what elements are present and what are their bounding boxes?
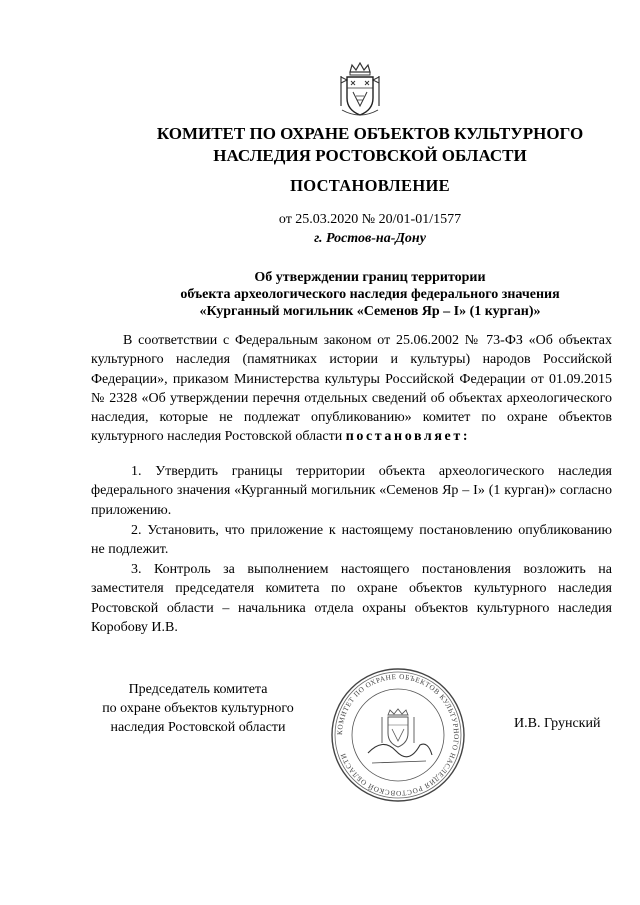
rostov-region-coat-of-arms-icon	[338, 62, 382, 120]
resolution-item-3: 3. Контроль за выполнением настоящего постановления возложить на заместителя председателя комитета по охране объектов культурного наследия Ростовской области – начальника отдела охраны объектов культурного наследия Коробову И.В.	[91, 562, 612, 635]
resolution-item-2: 2. Установить, что приложение к настоящему постановлению опубликованию не подлежит.	[91, 523, 612, 558]
organization-name-line1: КОМИТЕТ ПО ОХРАНЕ ОБЪЕКТОВ КУЛЬТУРНОГО	[156, 124, 584, 143]
seal-text: КОМИТЕТ ПО ОХРАНЕ ОБЪЕКТОВ КУЛЬТУРНОГО НАСЛЕДИЯ РОСТОВСКОЙ ОБЛАСТИ	[335, 672, 461, 798]
subject-line3: «Курганный могильник «Семенов Яр – I» (1 курган)»	[199, 304, 541, 319]
signer-position-line1: Председатель комитета	[128, 682, 268, 697]
subject-line2: объекта археологического наследия федерального значения	[180, 287, 560, 302]
official-round-seal-icon	[328, 665, 468, 805]
preamble-text: В соответствии с Федеральным законом от 25.06.2002 № 73-ФЗ «Об объектах культурного наследия (памятниках истории и культуры) народов Российской Федерации», приказом Министерства культуры Российской Федерации от 01.09.2015 № 2328 «Об утверждении перечня отдельных сведений об объектах археологического наследия, которые не подлежат опубликованию» комитет по охране объектов культурного наследия Ростовской области	[91, 333, 612, 445]
subject-line1: Об утверждении границ территории	[254, 270, 486, 285]
signer-position-line3: наследия Ростовской области	[110, 720, 286, 735]
resolves-word: постановляет:	[345, 429, 471, 445]
signer-position-line2: по охране объектов культурного	[102, 701, 294, 716]
resolution-item-1: 1. Утвердить границы территории объекта археологического наследия федерального значения «Курганный могильник «Семенов Яр – I» (1 курган)» согласно приложению.	[91, 464, 612, 518]
organization-name-line2: НАСЛЕДИЯ РОСТОВСКОЙ ОБЛАСТИ	[213, 146, 527, 165]
document-type: ПОСТАНОВЛЕНИЕ	[290, 176, 450, 195]
signer-name: И.В. Грунский	[514, 716, 601, 731]
document-date-number: от 25.03.2020 № 20/01-01/1577	[278, 212, 462, 227]
svg-text:КОМИТЕТ ПО ОХРАНЕ ОБЪЕКТОВ КУЛ	[336, 673, 460, 797]
document-place: г. Ростов-на-Дону	[314, 231, 426, 246]
preamble-paragraph	[91, 331, 612, 447]
